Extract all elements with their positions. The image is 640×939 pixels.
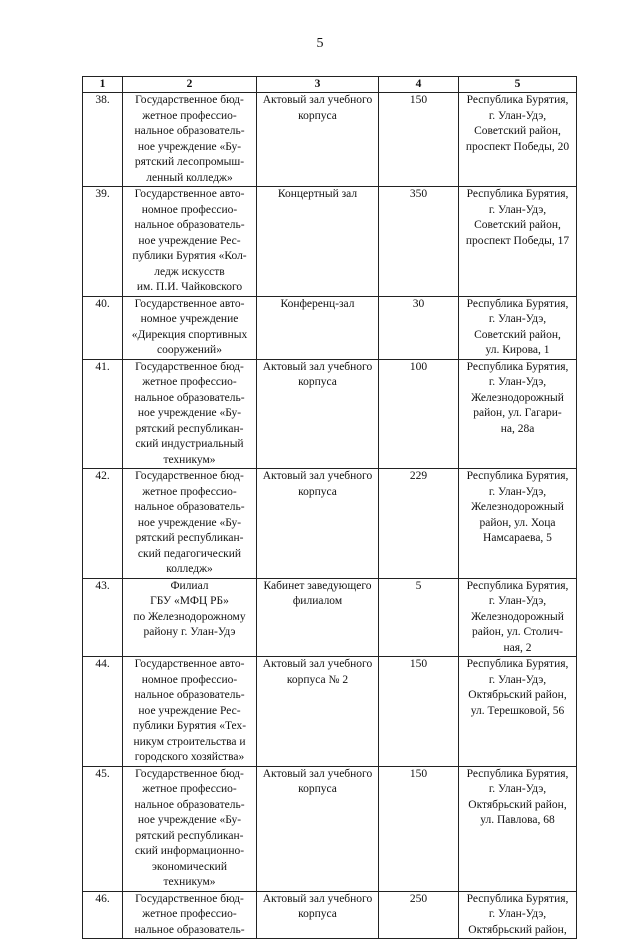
table-row: [83, 891, 577, 939]
row-number-cell: 39.: [83, 187, 123, 297]
column-header-number: 1: [83, 77, 123, 93]
row-number-cell: 45.: [83, 766, 123, 891]
address-cell: Республика Бурятия, г. Улан-Удэ, Советский район, проспект Победы, 17: [459, 187, 577, 297]
venue-cell: Кабинет заведующего филиалом: [257, 578, 379, 657]
table-row: [83, 578, 577, 657]
column-header-address: 5: [459, 77, 577, 93]
organization-cell: Филиал ГБУ «МФЦ РБ» по Железнодорожному району г. Улан-Удэ: [123, 578, 257, 657]
venue-cell: Конференц-зал: [257, 296, 379, 359]
capacity-cell: 5: [379, 578, 459, 657]
table-row: [83, 359, 577, 469]
row-number-cell: 46.: [83, 891, 123, 939]
address-cell: Республика Бурятия, г. Улан-Удэ, Железнодорожный район, ул. Гагари- на, 28а: [459, 359, 577, 469]
venue-cell: Концертный зал: [257, 187, 379, 297]
address-cell: Республика Бурятия, г. Улан-Удэ, Советский район, ул. Кирова, 1: [459, 296, 577, 359]
venue-cell: Актовый зал учебного корпуса: [257, 93, 379, 187]
row-number-cell: 44.: [83, 657, 123, 767]
page-number: 5: [316, 36, 324, 51]
organization-cell: Государственное авто- номное профессио- нальное образователь- ное учреждение Рес- публики Бурятия «Тех- никум строительства и городского хозяйства»: [123, 657, 257, 767]
organization-cell: Государственное авто- номное профессио- нальное образователь- ное учреждение Рес- публики Бурятия «Кол- ледж искусств им. П.И. Чайковского: [123, 187, 257, 297]
address-cell: Республика Бурятия, г. Улан-Удэ, Октябрьский район, ул. Терешковой, 56: [459, 657, 577, 767]
capacity-cell: 30: [379, 296, 459, 359]
table-header-row: [83, 77, 577, 93]
capacity-cell: 229: [379, 469, 459, 579]
capacity-cell: 100: [379, 359, 459, 469]
column-header-organization: 2: [123, 77, 257, 93]
venue-cell: Актовый зал учебного корпуса № 2: [257, 657, 379, 767]
organization-cell: Государственное бюд- жетное профессио- нальное образователь- ное учреждение «Бу- рятский республикан- ский индустриальный техникум»: [123, 359, 257, 469]
organization-cell: Государственное бюд- жетное профессио- нальное образователь- ное учреждение «Бу- рятский республикан- ский педагогический колледж»: [123, 469, 257, 579]
capacity-cell: 150: [379, 766, 459, 891]
capacity-cell: 150: [379, 93, 459, 187]
organization-cell: Государственное бюд- жетное профессио- нальное образователь-: [123, 891, 257, 939]
address-cell: Республика Бурятия, г. Улан-Удэ, Советский район, проспект Победы, 20: [459, 93, 577, 187]
table-row: [83, 766, 577, 891]
row-number-cell: 42.: [83, 469, 123, 579]
venue-cell: Актовый зал учебного корпуса: [257, 891, 379, 939]
address-cell: Республика Бурятия, г. Улан-Удэ, Железнодорожный район, ул. Столич- ная, 2: [459, 578, 577, 657]
venue-cell: Актовый зал учебного корпуса: [257, 469, 379, 579]
organization-cell: Государственное авто- номное учреждение «Дирекция спортивных сооружений»: [123, 296, 257, 359]
venues-table: [82, 76, 577, 939]
row-number-cell: 41.: [83, 359, 123, 469]
column-header-capacity: 4: [379, 77, 459, 93]
table-row: [83, 187, 577, 297]
address-cell: Республика Бурятия, г. Улан-Удэ, Железнодорожный район, ул. Хоца Намсараева, 5: [459, 469, 577, 579]
organization-cell: Государственное бюд- жетное профессио- нальное образователь- ное учреждение «Бу- рятский лесопромыш- ленный колледж»: [123, 93, 257, 187]
capacity-cell: 250: [379, 891, 459, 939]
address-cell: Республика Бурятия, г. Улан-Удэ, Октябрьский район,: [459, 891, 577, 939]
column-header-venue: 3: [257, 77, 379, 93]
capacity-cell: 150: [379, 657, 459, 767]
organization-cell: Государственное бюд- жетное профессио- нальное образователь- ное учреждение «Бу- рятский республикан- ский информационно- экономический техникум»: [123, 766, 257, 891]
row-number-cell: 43.: [83, 578, 123, 657]
table-body: [83, 93, 577, 939]
table-row: [83, 296, 577, 359]
row-number-cell: 40.: [83, 296, 123, 359]
capacity-cell: 350: [379, 187, 459, 297]
venue-cell: Актовый зал учебного корпуса: [257, 766, 379, 891]
venue-cell: Актовый зал учебного корпуса: [257, 359, 379, 469]
table-row: [83, 469, 577, 579]
table-row: [83, 93, 577, 187]
address-cell: Республика Бурятия, г. Улан-Удэ, Октябрьский район, ул. Павлова, 68: [459, 766, 577, 891]
row-number-cell: 38.: [83, 93, 123, 187]
table-row: [83, 657, 577, 767]
